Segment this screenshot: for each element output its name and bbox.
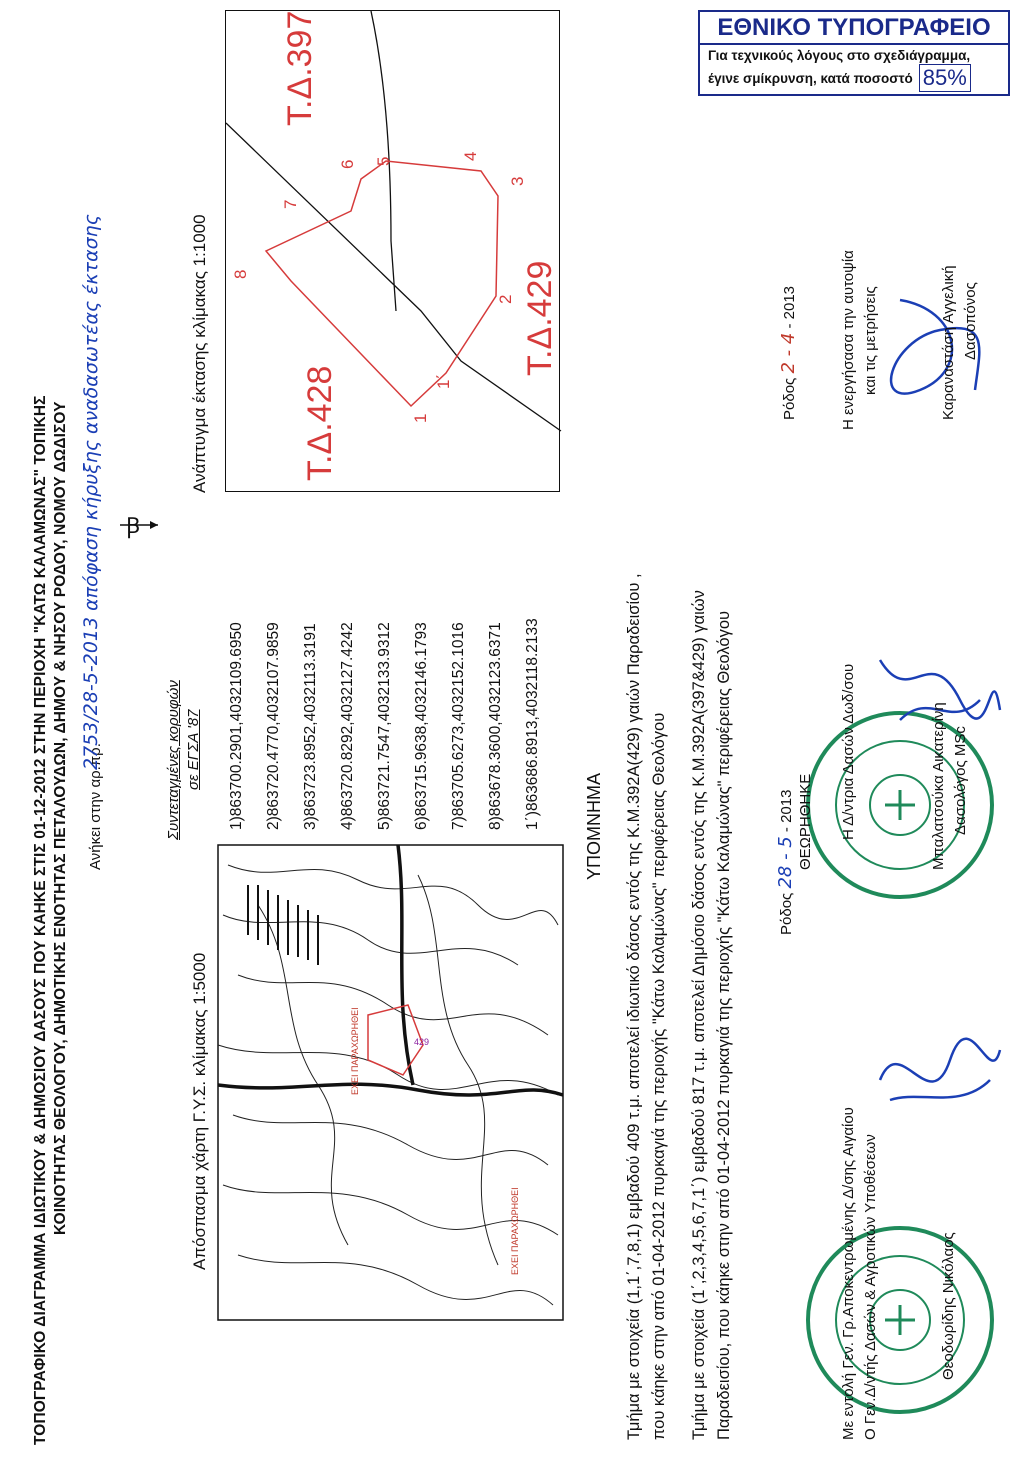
coordinate-row: 1)863700.2901,4032109.6950 bbox=[228, 622, 245, 830]
national-printing-office-banner bbox=[698, 10, 1010, 96]
left-signatory-name: Θεοδωρίδης Νικόλαος bbox=[940, 1232, 957, 1380]
svg-text:429: 429 bbox=[414, 1037, 430, 1047]
coordinate-row: 7)863705.6273,4032152.1016 bbox=[450, 622, 467, 830]
legend-item-2-line2: Παραδεισίου, που κάηκε στην από 01-04-2012 πυρκαγιά της περιοχής "Κάτω Καλαμώνας" περιφέρειας Θεολόγου bbox=[715, 610, 733, 1440]
svg-text:ΕΧΕΙ ΠΑΡΑΧΩΡΗΘΕΙ: ΕΧΕΙ ΠΑΡΑΧΩΡΗΘΕΙ bbox=[510, 1187, 520, 1275]
vertex-8: 8 bbox=[231, 269, 250, 279]
middle-signatory-name: Μπαλατσούκα Αικατερίνη bbox=[930, 702, 947, 870]
middle-date-suffix: - 2013 bbox=[778, 789, 795, 833]
legend-heading: ΥΠΟΜΝΗΜΑ bbox=[584, 773, 604, 880]
label-td397: Τ.Δ.397 bbox=[281, 10, 319, 126]
vertex-5: 5 bbox=[374, 156, 393, 166]
vertex-4: 4 bbox=[461, 151, 480, 161]
banner-note-text: έγινε σμίκρυνση, κατά ποσοστό bbox=[708, 70, 913, 86]
label-td429: Τ.Δ.429 bbox=[521, 260, 559, 376]
middle-date bbox=[775, 790, 796, 935]
legend-item-1-line2: που κάηκε στην από 01-04-2012 πυρκαγιά της περιοχής "Κάτω Καλαμώνας" περιφέρειας Θεολόγου bbox=[650, 712, 668, 1440]
coordinates-heading: Συντεταγμένες κορυφών bbox=[165, 680, 182, 840]
coordinate-row: 5)863721.7547,4032133.9312 bbox=[376, 622, 393, 830]
coordinate-row: 4)863720.8292,4032127.4242 bbox=[339, 622, 356, 830]
coordinate-row: 2)863720.4770,4032107.9859 bbox=[265, 622, 282, 830]
middle-date-prefix: Ρόδος bbox=[778, 892, 795, 935]
right-signatory-title: Δασοπόνος bbox=[962, 282, 979, 360]
right-signatory-name: Καραναστάση Αγγελική bbox=[940, 265, 957, 420]
right-date-suffix: - 2013 bbox=[781, 285, 798, 329]
vertex-2: 2 bbox=[496, 294, 515, 304]
vertex-6: 6 bbox=[338, 159, 357, 169]
topographic-map-extract bbox=[218, 845, 563, 1320]
coordinate-row: 6)863715.9638,4032146.1793 bbox=[413, 622, 430, 830]
left-signatory-line2: Ο Γεν.Δ/ντής Δασών & Αγροτικών Υποθέσεων bbox=[862, 1134, 879, 1440]
right-signatory-line2: και τις μετρήσεις bbox=[862, 286, 879, 395]
middle-signatory-role: Η Δ/ντρια Δασών Δωδ/σου bbox=[840, 663, 857, 840]
right-date-handwritten: 2 - 4 bbox=[778, 332, 799, 374]
label-td428: Τ.Δ.428 bbox=[301, 365, 339, 481]
right-signatory-line1: Η ενεργήσασα την αυτοψία bbox=[840, 250, 857, 430]
small-map-caption: Απόσπασμα χάρτη Γ.Υ.Σ. κλίμακας 1:5000 bbox=[190, 952, 209, 1270]
large-map-caption: Ανάπτυγμα έκτασης κλίμακας 1:1000 bbox=[190, 214, 209, 493]
right-date-prefix: Ρόδος bbox=[781, 377, 798, 420]
vertex-1: 1 bbox=[411, 413, 430, 423]
right-date bbox=[778, 286, 799, 420]
coordinate-row: 8)863678.3600,4032123.6371 bbox=[487, 622, 504, 830]
middle-date-handwritten: 28 - 5 bbox=[775, 836, 796, 889]
signature-scribble-left bbox=[870, 1020, 1010, 1130]
coordinate-row: 3)863723.8952,4032113.3191 bbox=[302, 623, 319, 830]
parcel-plan-frame bbox=[225, 10, 560, 492]
vertex-3: 3 bbox=[508, 176, 527, 186]
document-title-line1: ΤΟΠΟΓΡΑΦΙΚΟ ΔΙΑΓΡΑΜΜΑ ΙΔΙΩΤΙΚΟΥ & ΔΗΜΟΣΙΟΥ ΔΑΣΟΥΣ ΠΟΥ ΚΑΗΚΕ ΣΤΙΣ 01-12-2012 ΣΤΗΝ ΠΕΡΙΟΧΗ "ΚΑΤΩ ΚΑΛΑΜΩΝΑΣ" ΤΟΠΙΚΗΣ bbox=[32, 395, 49, 1445]
svg-text:Ꞵ: Ꞵ bbox=[126, 514, 141, 539]
vertex-1-prime: 1΄ bbox=[434, 373, 453, 389]
banner-percent: 85% bbox=[919, 64, 971, 92]
document-title-line2: ΚΟΙΝΟΤΗΤΑΣ ΘΕΟΛΟΓΟΥ, ΔΗΜΟΤΙΚΗΣ ΕΝΟΤΗΤΑΣ ΠΕΤΑΛΟΥΔΩΝ, ΔΗΜΟΥ & ΝΗΣΟΥ ΡΟΔΟΥ, ΝΟΜΟΥ ΔΩΔΙΣΟΥ bbox=[52, 401, 69, 1235]
vertex-7: 7 bbox=[281, 199, 300, 209]
parcel-plan bbox=[226, 11, 561, 493]
north-arrow-icon bbox=[120, 505, 160, 545]
belongs-label: Ανήκει στην αρ.πρ. bbox=[87, 743, 104, 870]
middle-seen-label: ΘΕΩΡΗΘΗΚΕ bbox=[797, 773, 814, 870]
coordinates-datum: σε ΕΓΣΑ '87 bbox=[185, 709, 202, 790]
legend-item-2-line1: Τμήμα με στοιχεία (1΄,2,3,4,5,6,7,1΄) εμβαδού 817 τ.μ. αποτελεί Δημόσιο δάσος εντός της Κ.Μ.392Α(397&429) γαιών bbox=[690, 590, 708, 1440]
banner-title: ΕΘΝΙΚΟ ΤΥΠΟΓΡΑΦΕΙΟ bbox=[700, 12, 1008, 45]
coordinate-row: 1΄)863686.8913,4032118.2133 bbox=[524, 618, 541, 830]
svg-text:ΕΧΕΙ ΠΑΡΑΧΩΡΗΘΕΙ: ΕΧΕΙ ΠΑΡΑΧΩΡΗΘΕΙ bbox=[350, 1007, 360, 1095]
banner-note-line1: Για τεχνικούς λόγους στο σχεδιάγραμμα, bbox=[708, 48, 971, 63]
middle-signatory-title: Δασολόγος MSc bbox=[952, 726, 969, 835]
legend-item-1-line1: Τμήμα με στοιχεία (1,1΄,7,8,1) εμβαδού 409 τ.μ. αποτελεί ιδιωτικό δάσος εντός της Κ.Μ.392Α(429) γαιών Παραδεισίου , bbox=[625, 573, 643, 1440]
belongs-handwritten-note: 2753/28-5-2013 απόφαση κήρυξης αναδασωτέας έκτασης bbox=[80, 214, 102, 770]
official-stamp-left bbox=[800, 1220, 1000, 1420]
left-signatory-line1: Με εντολή Γεν. Γρ.Αποκεντρωμένης Δ/σης Αιγαίου bbox=[840, 1107, 857, 1440]
banner-note-line2 bbox=[700, 63, 1008, 92]
